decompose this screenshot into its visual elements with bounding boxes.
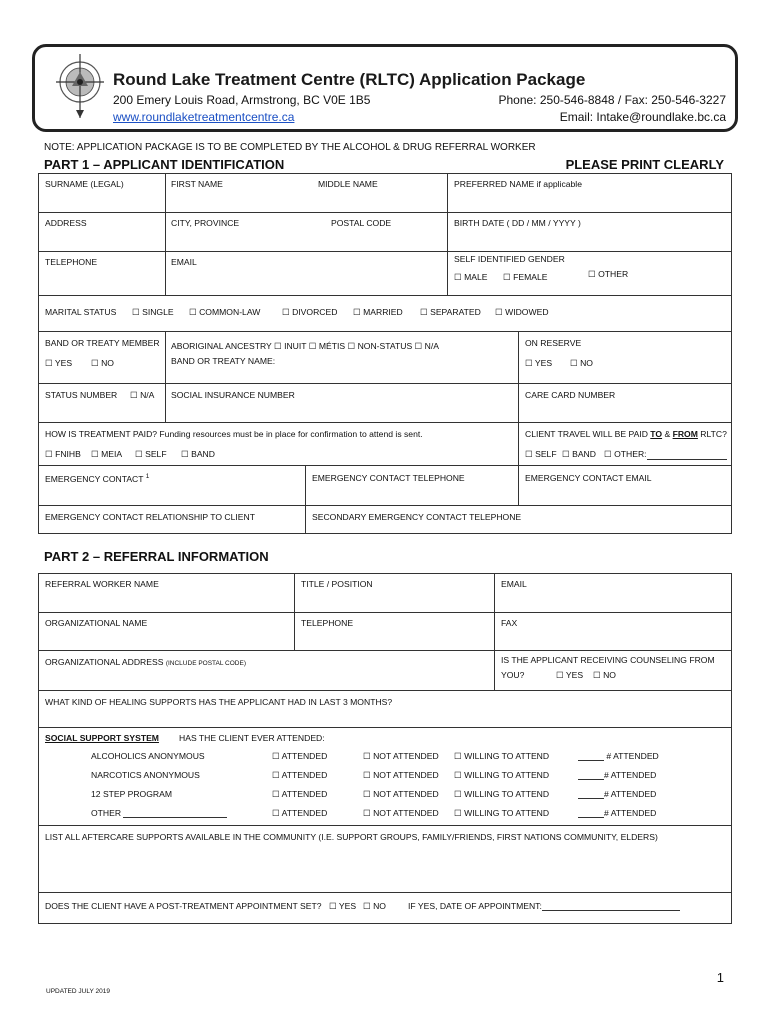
emergency-telephone-label: EMERGENCY CONTACT TELEPHONE (312, 473, 465, 483)
program-name: 12 STEP PROGRAM (91, 789, 173, 799)
worker-title-label: TITLE / POSITION (301, 579, 373, 589)
appointment-date-field[interactable]: IF YES, DATE OF APPOINTMENT: (408, 901, 680, 911)
travel-band-checkbox[interactable]: ☐ BAND (562, 449, 596, 459)
reserve-label: ON RESERVE (525, 338, 582, 348)
counseling-you-label: YOU? (501, 670, 525, 680)
post-no-checkbox[interactable]: ☐ NO (363, 901, 386, 911)
website-link[interactable]: www.roundlaketreatmentcentre.ca (113, 110, 295, 124)
attended-checkbox[interactable]: ☐ ATTENDED (272, 751, 328, 761)
attended-count[interactable]: # ATTENDED (578, 789, 656, 799)
note-text: NOTE: APPLICATION PACKAGE IS TO BE COMPLETED BY THE ALCOHOL & DRUG REFERRAL WORKER (44, 142, 536, 153)
telephone-label: TELEPHONE (45, 257, 98, 267)
attended-count[interactable]: # ATTENDED (578, 808, 656, 818)
attended-checkbox[interactable]: ☐ ATTENDED (272, 808, 328, 818)
phone-fax: Phone: 250-546-8848 / Fax: 250-546-3227 (498, 93, 726, 107)
emergency-email-label: EMERGENCY CONTACT EMAIL (525, 473, 652, 483)
ever-attended-label: HAS THE CLIENT EVER ATTENDED: (179, 733, 325, 743)
married-checkbox[interactable]: ☐ MARRIED (353, 307, 403, 317)
not-attended-checkbox[interactable]: ☐ NOT ATTENDED (363, 770, 439, 780)
band-no-checkbox[interactable]: ☐ NO (91, 358, 114, 368)
updated-date: UPDATED JULY 2019 (46, 988, 110, 995)
meia-checkbox[interactable]: ☐ MEIA (91, 449, 123, 459)
address-label: ADDRESS (45, 218, 87, 228)
preferred-name-label: PREFERRED NAME if applicable (454, 179, 582, 189)
post-yes-checkbox[interactable]: ☐ YES (329, 901, 357, 911)
status-label: STATUS NUMBER (45, 390, 118, 400)
self-checkbox[interactable]: ☐ SELF (135, 449, 167, 459)
travel-other-checkbox[interactable]: ☐ OTHER: (604, 449, 727, 460)
email-label: EMAIL (171, 257, 197, 267)
emergency-contact-label: EMERGENCY CONTACT $^1$ (45, 473, 150, 484)
city-label: CITY, PROVINCE (171, 218, 240, 228)
postal-label: POSTAL CODE (331, 218, 392, 228)
willing-checkbox[interactable]: ☐ WILLING TO ATTEND (454, 808, 550, 818)
female-checkbox[interactable]: ☐ FEMALE (503, 272, 548, 282)
print-clearly: PLEASE PRINT CLEARLY (565, 157, 724, 172)
not-attended-checkbox[interactable]: ☐ NOT ATTENDED (363, 789, 439, 799)
program-name: NARCOTICS ANONYMOUS (91, 770, 200, 780)
worker-name-label: REFERRAL WORKER NAME (45, 579, 159, 589)
fnihb-checkbox[interactable]: ☐ FNIHB (45, 449, 81, 459)
counseling-no-checkbox[interactable]: ☐ NO (593, 670, 616, 680)
counseling-yes-checkbox[interactable]: ☐ YES (556, 670, 584, 680)
aftercare-label: LIST ALL AFTERCARE SUPPORTS AVAILABLE IN THE COMMUNITY (I.E. SUPPORT GROUPS, FAMILY/FRIENDS, FIRST NATIONS COMMUNITY, ELDERS) (45, 832, 658, 842)
secondary-telephone-label: SECONDARY EMERGENCY CONTACT TELEPHONE (312, 512, 522, 522)
birth-label: BIRTH DATE ( DD / MM / YYYY ) (454, 218, 581, 228)
willing-checkbox[interactable]: ☐ WILLING TO ATTEND (454, 770, 550, 780)
worker-email-label: EMAIL (501, 579, 527, 589)
band-pay-checkbox[interactable]: ☐ BAND (181, 449, 215, 459)
social-support-label: SOCIAL SUPPORT SYSTEM (45, 733, 159, 743)
not-attended-checkbox[interactable]: ☐ NOT ATTENDED (363, 808, 439, 818)
attended-count[interactable]: # ATTENDED (578, 770, 656, 780)
care-card-label: CARE CARD NUMBER (525, 390, 616, 400)
org-fax-label: FAX (501, 618, 518, 628)
org-telephone-label: TELEPHONE (301, 618, 354, 628)
male-checkbox[interactable]: ☐ MALE (454, 272, 488, 282)
gender-label: SELF IDENTIFIED GENDER (454, 254, 565, 264)
common-law-checkbox[interactable]: ☐ COMMON-LAW (189, 307, 261, 317)
part2-heading: PART 2 – REFERRAL INFORMATION (44, 549, 269, 564)
band-name-label: BAND OR TREATY NAME: (171, 356, 276, 366)
emergency-relationship-label: EMERGENCY CONTACT RELATIONSHIP TO CLIENT (45, 512, 255, 522)
attended-checkbox[interactable]: ☐ ATTENDED (272, 789, 328, 799)
band-yes-checkbox[interactable]: ☐ YES (45, 358, 73, 368)
page-number: 1 (716, 970, 724, 985)
widowed-checkbox[interactable]: ☐ WIDOWED (495, 307, 549, 317)
reserve-yes-checkbox[interactable]: ☐ YES (525, 358, 553, 368)
healing-label: WHAT KIND OF HEALING SUPPORTS HAS THE APPLICANT HAD IN LAST 3 MONTHS? (45, 697, 393, 707)
attended-count[interactable]: # ATTENDED (578, 751, 659, 761)
sin-label: SOCIAL INSURANCE NUMBER (171, 390, 295, 400)
part1-heading: PART 1 – APPLICANT IDENTIFICATION (44, 157, 285, 172)
divorced-checkbox[interactable]: ☐ DIVORCED (282, 307, 338, 317)
post-treatment-label: DOES THE CLIENT HAVE A POST-TREATMENT APPOINTMENT SET? (45, 901, 322, 911)
payment-label: HOW IS TREATMENT PAID? Funding resources must be in place for confirmation to attend is sent. (45, 429, 423, 439)
reserve-no-checkbox[interactable]: ☐ NO (570, 358, 593, 368)
separated-checkbox[interactable]: ☐ SEPARATED (420, 307, 481, 317)
single-checkbox[interactable]: ☐ SINGLE (132, 307, 174, 317)
org-name-label: ORGANIZATIONAL NAME (45, 618, 148, 628)
other-checkbox[interactable]: ☐ OTHER (588, 269, 629, 279)
band-label: BAND OR TREATY MEMBER (45, 338, 160, 348)
program-name: ALCOHOLICS ANONYMOUS (91, 751, 205, 761)
org-address-label: ORGANIZATIONAL ADDRESS (INCLUDE POSTAL CODE) (45, 657, 247, 667)
willing-checkbox[interactable]: ☐ WILLING TO ATTEND (454, 789, 550, 799)
surname-label: SURNAME (LEGAL) (45, 179, 124, 189)
not-attended-checkbox[interactable]: ☐ NOT ATTENDED (363, 751, 439, 761)
rltc-logo (52, 52, 108, 122)
document-title: Round Lake Treatment Centre (RLTC) Application Package (113, 70, 586, 89)
centre-address: 200 Emery Louis Road, Armstrong, BC V0E 1B5 (113, 93, 371, 107)
travel-self-checkbox[interactable]: ☐ SELF (525, 449, 557, 459)
intake-email: Email: Intake@roundlake.bc.ca (559, 110, 726, 124)
attended-checkbox[interactable]: ☐ ATTENDED (272, 770, 328, 780)
first-name-label: FIRST NAME (171, 179, 223, 189)
willing-checkbox[interactable]: ☐ WILLING TO ATTEND (454, 751, 550, 761)
program-name: OTHER (91, 808, 227, 818)
travel-label: CLIENT TRAVEL WILL BE PAID TO & FROM RLTC? (525, 429, 727, 439)
status-na-checkbox[interactable]: ☐ N/A (130, 390, 155, 400)
marital-label: MARITAL STATUS (45, 307, 117, 317)
counseling-label: IS THE APPLICANT RECEIVING COUNSELING FROM (501, 655, 715, 665)
ancestry-checkboxes[interactable]: ABORIGINAL ANCESTRY ☐ INUIT ☐ MÉTIS ☐ NON-STATUS ☐ N/A (171, 341, 439, 351)
middle-name-label: MIDDLE NAME (318, 179, 378, 189)
